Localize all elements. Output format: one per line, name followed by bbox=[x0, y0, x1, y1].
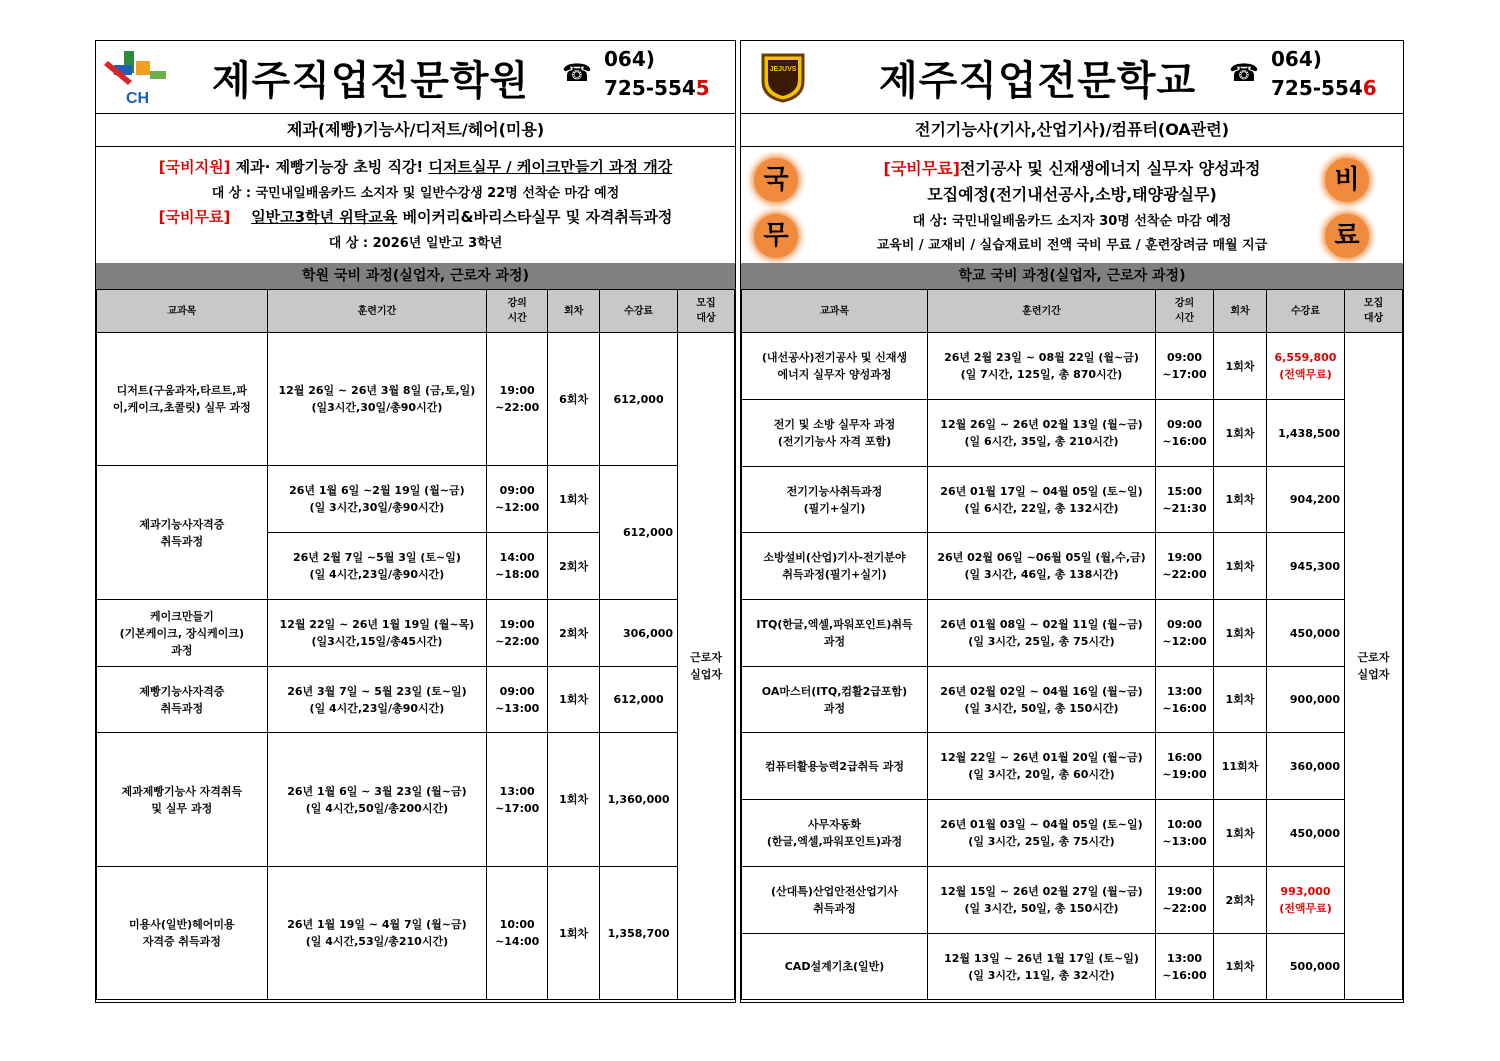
course-period: 12월 26일 ~ 26년 3월 8일 (금,토,일) (일3시간,30일/총90시간) bbox=[267, 333, 487, 466]
academy-title: 제주직업전문학원 bbox=[212, 58, 530, 104]
course-time: 19:00 ~22:00 bbox=[1156, 867, 1214, 934]
course-time: 19:00 ~22:00 bbox=[487, 333, 548, 466]
course-subject: 제빵기능사자격증 취득과정 bbox=[97, 667, 268, 733]
course-period: 12월 22일 ~ 26년 01월 20일 (월~금) (일 3시간, 20일, 총 60시간) bbox=[928, 733, 1156, 800]
table-row bbox=[742, 467, 1403, 533]
course-period: 26년 1월 6일 ~2월 19일 (월~금) (일 3시간,30일/총90시간) bbox=[267, 466, 487, 533]
course-period: 12월 15일 ~ 26년 02월 27일 (월~금) (일 3시간, 50일, 총 150시간) bbox=[928, 867, 1156, 934]
info-line-1: [국비무료]전기공사 및 신재생에너지 실무자 양성과정 bbox=[883, 159, 1261, 178]
phone-icon: ☎ bbox=[1229, 59, 1259, 87]
school-title: 제주직업전문학교 bbox=[879, 58, 1197, 104]
info-line-2: 대 상 : 국민내일배움카드 소지자 및 일반수강생 22명 선착순 마감 예정 bbox=[211, 186, 620, 201]
course-subject: 전기기능사취득과정 (필기+실기) bbox=[742, 467, 928, 533]
course-fee: 1,358,700 bbox=[600, 867, 678, 1000]
table-row bbox=[742, 533, 1403, 600]
school-header bbox=[741, 41, 1403, 114]
course-period: 26년 1월 6일 ~ 3월 23일 (월~금) (일 4시간,50일/총200시간) bbox=[267, 733, 487, 867]
course-time: 16:00 ~19:00 bbox=[1156, 733, 1214, 800]
course-sessions: 1회차 bbox=[548, 667, 600, 733]
course-sessions: 1회차 bbox=[1214, 533, 1267, 600]
course-time: 10:00 ~14:00 bbox=[487, 867, 548, 1000]
course-sessions: 1회차 bbox=[548, 466, 600, 533]
table-row bbox=[742, 867, 1403, 934]
course-sessions: 1회차 bbox=[1214, 667, 1267, 733]
course-subject: (산대특)산업안전산업기사 취득과정 bbox=[742, 867, 928, 934]
academy-header bbox=[96, 41, 735, 114]
course-fee: 612,000 bbox=[600, 667, 678, 733]
header-sessions: 회차 bbox=[548, 290, 600, 333]
academy-subtitle: 제과(제빵)기능사/디저트/헤어(미용) bbox=[96, 113, 735, 147]
course-time: 09:00 ~13:00 bbox=[487, 667, 548, 733]
recruit-target: 근로자 실업자 bbox=[678, 333, 735, 1000]
course-time: 10:00 ~13:00 bbox=[1156, 800, 1214, 867]
badge-mu: 무 bbox=[754, 214, 798, 258]
school-section-title: 학교 국비 과정(실업자, 근로자 과정) bbox=[741, 263, 1403, 290]
info-line-4: 교육비 / 교재비 / 실습재료비 전액 국비 무료 / 훈련장려금 매월 지급 bbox=[876, 238, 1268, 253]
course-period: 26년 1월 19일 ~ 4월 7일 (월~금) (일 4시간,53일/총210시간) bbox=[267, 867, 487, 1000]
table-header-row bbox=[97, 290, 735, 333]
logo-text: CH bbox=[126, 90, 150, 105]
academy-section-title: 학원 국비 과정(실업자, 근로자 과정) bbox=[96, 263, 735, 290]
course-sessions: 1회차 bbox=[1214, 467, 1267, 533]
phone-number: 725-5546 bbox=[1271, 76, 1377, 100]
course-subject: 미용사(일반)헤어미용 자격증 취득과정 bbox=[97, 867, 268, 1000]
course-fee: 945,300 bbox=[1267, 533, 1345, 600]
course-sessions: 2회차 bbox=[548, 600, 600, 667]
info-line-1: [국비지원] 제과· 제빵기능장 초빙 직강! 디저트실무 / 케이크만들기 과정 개강 bbox=[158, 158, 673, 176]
header-period: 훈련기간 bbox=[928, 290, 1156, 333]
course-period: 12월 22일 ~ 26년 1월 19일 (월~목) (일3시간,15일/총45시간) bbox=[267, 600, 487, 667]
course-period: 12월 26일 ~ 26년 02월 13일 (월~금) (일 6시간, 35일, 총 210시간) bbox=[928, 400, 1156, 467]
ch-logo-icon bbox=[104, 47, 174, 105]
course-sessions: 1회차 bbox=[548, 867, 600, 1000]
badge-ryo: 료 bbox=[1325, 214, 1369, 258]
course-period: 26년 3월 7일 ~ 5월 23일 (토~일) (일 4시간,23일/총90시간) bbox=[267, 667, 487, 733]
header-target: 모집 대상 bbox=[678, 290, 735, 333]
table-row bbox=[742, 733, 1403, 800]
school-flyer-panel bbox=[740, 40, 1404, 1003]
course-fee: 360,000 bbox=[1267, 733, 1345, 800]
table-row bbox=[97, 733, 735, 867]
course-fee: 612,000 bbox=[600, 333, 678, 466]
course-sessions: 2회차 bbox=[1214, 867, 1267, 934]
course-sessions: 6회차 bbox=[548, 333, 600, 466]
course-subject: ITQ(한글,엑셀,파워포인트)취득 과정 bbox=[742, 600, 928, 667]
header-subject: 교과목 bbox=[742, 290, 928, 333]
course-period: 26년 2월 7일 ~5월 3일 (토~일) (일 4시간,23일/총90시간) bbox=[267, 533, 487, 600]
academy-info-box bbox=[96, 146, 735, 264]
course-subject: 소방설비(산업)기사-전기분야 취득과정(필기+실기) bbox=[742, 533, 928, 600]
course-period: 12월 13일 ~ 26년 1월 17일 (토~일) (일 3시간, 11일, 총 32시간) bbox=[928, 934, 1156, 1000]
course-time: 09:00 ~17:00 bbox=[1156, 333, 1214, 400]
table-row bbox=[742, 400, 1403, 467]
school-emblem-icon bbox=[759, 51, 807, 103]
phone-number: 725-5545 bbox=[604, 76, 710, 100]
course-time: 13:00 ~17:00 bbox=[487, 733, 548, 867]
header-time: 강의 시간 bbox=[1156, 290, 1214, 333]
info-line-3: 대 상: 국민내일배움카드 소지자 30명 선착순 마감 예정 bbox=[912, 214, 1232, 229]
course-sessions: 1회차 bbox=[548, 733, 600, 867]
info-line-3: [국비무료] 일반고3학년 위탁교육 베이커리&바리스타실무 및 자격취득과정 bbox=[158, 208, 673, 226]
header-sessions: 회차 bbox=[1214, 290, 1267, 333]
school-info-box bbox=[741, 146, 1403, 264]
course-period: 26년 01월 08일 ~ 02월 11일 (월~금) (일 3시간, 25일, 총 75시간) bbox=[928, 600, 1156, 667]
course-subject: OA마스터(ITQ,컴활2급포함) 과정 bbox=[742, 667, 928, 733]
table-header-row bbox=[742, 290, 1403, 333]
academy-flyer-panel bbox=[95, 40, 736, 1003]
course-sessions: 1회차 bbox=[1214, 934, 1267, 1000]
header-fee: 수강료 bbox=[600, 290, 678, 333]
academy-phone bbox=[604, 45, 710, 103]
course-subject: 사무자동화 (한글,엑셀,파워포인트)과정 bbox=[742, 800, 928, 867]
course-time: 14:00 ~18:00 bbox=[487, 533, 548, 600]
header-fee: 수강료 bbox=[1267, 290, 1345, 333]
emblem-text: JEJUVS bbox=[769, 66, 797, 73]
course-fee: 900,000 bbox=[1267, 667, 1345, 733]
badge-bi: 비 bbox=[1325, 158, 1369, 202]
course-fee: 1,438,500 bbox=[1267, 400, 1345, 467]
course-fee: 450,000 bbox=[1267, 600, 1345, 667]
table-row bbox=[742, 667, 1403, 733]
course-fee: 6,559,800 (전액무료) bbox=[1267, 333, 1345, 400]
badge-gook: 국 bbox=[754, 158, 798, 202]
course-fee: 306,000 bbox=[600, 600, 678, 667]
course-fee: 500,000 bbox=[1267, 934, 1345, 1000]
course-fee: 904,200 bbox=[1267, 467, 1345, 533]
course-subject: CAD설계기초(일반) bbox=[742, 934, 928, 1000]
header-period: 훈련기간 bbox=[267, 290, 487, 333]
course-period: 26년 2월 23일 ~ 08월 22일 (월~금) (일 7시간, 125일, 총 870시간) bbox=[928, 333, 1156, 400]
table-row bbox=[97, 600, 735, 667]
course-subject: 컴퓨터활용능력2급취득 과정 bbox=[742, 733, 928, 800]
course-time: 19:00 ~22:00 bbox=[1156, 533, 1214, 600]
table-row bbox=[97, 466, 735, 533]
header-target: 모집 대상 bbox=[1345, 290, 1403, 333]
course-fee: 1,360,000 bbox=[600, 733, 678, 867]
course-subject: 전기 및 소방 실무자 과정 (전기기능사 자격 포함) bbox=[742, 400, 928, 467]
table-row bbox=[742, 800, 1403, 867]
table-row bbox=[742, 333, 1403, 400]
info-line-4: 대 상 : 2026년 일반고 3학년 bbox=[328, 236, 503, 251]
course-sessions: 1회차 bbox=[1214, 400, 1267, 467]
phone-icon: ☎ bbox=[562, 59, 592, 87]
course-time: 15:00 ~21:30 bbox=[1156, 467, 1214, 533]
phone-area-code: 064) bbox=[604, 47, 655, 71]
school-subtitle: 전기기능사(기사,산업기사)/컴퓨터(OA관련) bbox=[741, 113, 1403, 147]
table-row bbox=[97, 333, 735, 466]
course-fee: 993,000 (전액무료) bbox=[1267, 867, 1345, 934]
header-time: 강의 시간 bbox=[487, 290, 548, 333]
academy-course-table bbox=[96, 289, 735, 1000]
course-period: 26년 01월 17일 ~ 04월 05일 (토~일) (일 6시간, 22일, 총 132시간) bbox=[928, 467, 1156, 533]
course-sessions: 2회차 bbox=[548, 533, 600, 600]
table-row bbox=[97, 667, 735, 733]
course-sessions: 11회차 bbox=[1214, 733, 1267, 800]
phone-area-code: 064) bbox=[1271, 47, 1322, 71]
course-period: 26년 02월 06일 ~06월 05일 (월,수,금) (일 3시간, 46일, 총 138시간) bbox=[928, 533, 1156, 600]
course-time: 09:00 ~12:00 bbox=[1156, 600, 1214, 667]
table-row bbox=[97, 867, 735, 1000]
course-time: 13:00 ~16:00 bbox=[1156, 667, 1214, 733]
course-subject: 제과기능사자격증 취득과정 bbox=[97, 466, 268, 600]
info-line-2: 모집예정(전기내선공사,소방,태양광실무) bbox=[927, 185, 1217, 204]
course-subject: (내선공사)전기공사 및 신재생 에너지 실무자 양성과정 bbox=[742, 333, 928, 400]
table-row bbox=[742, 600, 1403, 667]
course-time: 13:00 ~16:00 bbox=[1156, 934, 1214, 1000]
course-period: 26년 01월 03일 ~ 04월 05일 (토~일) (일 3시간, 25일, 총 75시간) bbox=[928, 800, 1156, 867]
recruit-target: 근로자 실업자 bbox=[1345, 333, 1403, 1000]
school-course-table bbox=[741, 289, 1403, 1000]
course-time: 09:00 ~16:00 bbox=[1156, 400, 1214, 467]
header-subject: 교과목 bbox=[97, 290, 268, 333]
table-row bbox=[742, 934, 1403, 1000]
course-period: 26년 02월 02일 ~ 04월 16일 (월~금) (일 3시간, 50일, 총 150시간) bbox=[928, 667, 1156, 733]
course-sessions: 1회차 bbox=[1214, 800, 1267, 867]
course-sessions: 1회차 bbox=[1214, 600, 1267, 667]
course-subject: 케이크만들기 (기본케이크, 장식케이크) 과정 bbox=[97, 600, 268, 667]
course-time: 19:00 ~22:00 bbox=[487, 600, 548, 667]
school-phone bbox=[1271, 45, 1377, 103]
course-subject: 제과제빵기능사 자격취득 및 실무 과정 bbox=[97, 733, 268, 867]
course-fee: 612,000 bbox=[600, 466, 678, 600]
course-sessions: 1회차 bbox=[1214, 333, 1267, 400]
course-subject: 디저트(구움과자,타르트,파 이,케이크,초콜릿) 실무 과정 bbox=[97, 333, 268, 466]
course-fee: 450,000 bbox=[1267, 800, 1345, 867]
course-time: 09:00 ~12:00 bbox=[487, 466, 548, 533]
